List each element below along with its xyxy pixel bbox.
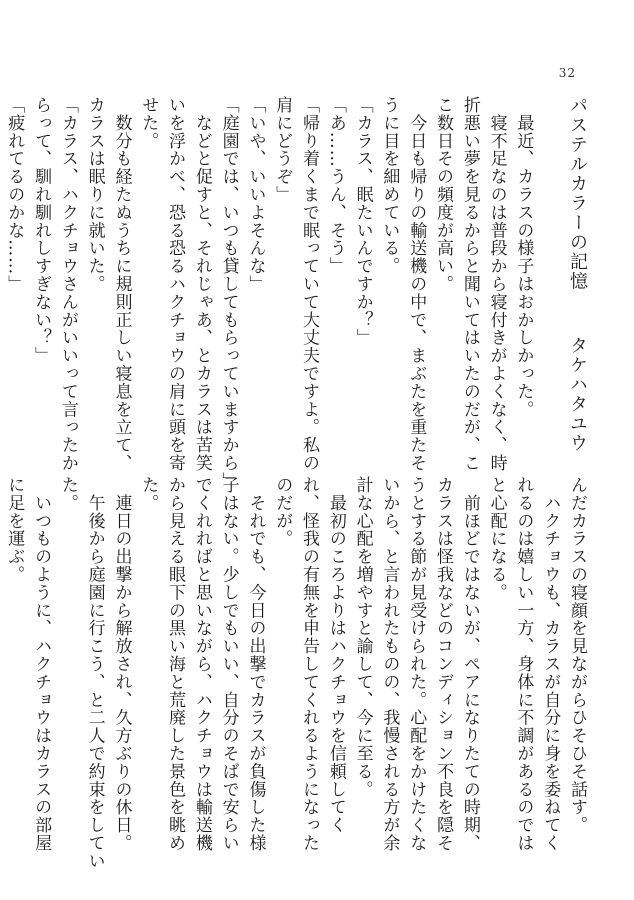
text-line: から見える眼下の黒い海と荒廃した景色を眺め [165, 476, 186, 852]
author-name: タケハタユウ [567, 336, 588, 453]
text-line: と心配になる。 [486, 476, 507, 602]
text-line: 前ほどではないが、ペアになりたての時期、 [459, 476, 480, 852]
text-line: 寝不足なのは普段から寝付きがよくなく、時 [486, 96, 507, 472]
text-line: こ数日その頻度が高い。 [433, 96, 454, 293]
text-line: 最近、カラスの様子はおかしかった。 [513, 96, 534, 419]
text-line: た。 [57, 476, 78, 512]
text-line: いを浮かべ、恐る恐るハクチョウの肩に頭を寄 [165, 96, 186, 472]
text-line: た。 [138, 476, 159, 512]
text-line: 今日も帰りの輸送機の中で、まぶたを重たそ [406, 96, 427, 472]
text-line [563, 96, 590, 458]
text-line: 「いや、いいよそんな」 [245, 96, 266, 293]
text-line: カラスは怪我などのコンディション不良を隠そ [433, 476, 454, 852]
text-line: のだが。 [272, 476, 293, 548]
text-line: 最初のころよりはハクチョウを信頼してく [325, 476, 346, 834]
text-line: 数分も経たぬうちに規則正しい寝息を立て、 [111, 96, 132, 472]
text-line: に足を運ぶ。 [4, 476, 25, 584]
text-line: んだカラスの寝顔を見ながらひそひそ話す。 [567, 476, 587, 834]
text-line: カラスは眠りに就いた。 [84, 96, 105, 293]
text-line: うに目を細めている。 [379, 96, 400, 275]
text-line: などと促すと、それじゃあ、とカラスは苦笑 [191, 96, 212, 472]
lower-text-block [0, 476, 590, 870]
text-line: 子はない。少しでもいい、自分のそばで安らい [218, 476, 239, 852]
text-line: それでも、今日の出撃でカラスが負傷した様 [245, 476, 266, 852]
text-line: 「帰り着くまで眠っていて大丈夫ですよ。私の [299, 96, 320, 472]
text-line: ハクチョウも、カラスが自分に身を委ねてく [540, 476, 561, 852]
story-title: パステルカラーの記憶 [567, 96, 588, 291]
text-line: 折悪い夢を見るからと聞いてはいたのだが、こ [459, 96, 480, 472]
text-line: 「庭園では、いつも貸してもらっていますから」 [218, 96, 239, 490]
text-line: 「疲れてるのかな……」 [4, 96, 25, 293]
text-line [536, 96, 563, 458]
text-line: 「カラス、ハクチョウさんがいいって言ったか [57, 96, 78, 472]
text-line: せた。 [138, 96, 159, 150]
text-line: れるのは嬉しい一方、身体に不調があるのでは [513, 476, 534, 852]
text-line: でくれればと思いながら、ハクチョウは輸送機 [191, 476, 212, 852]
text-line: れ、怪我の有無を申告してくれるようになった [299, 476, 320, 852]
page-number: 32 [558, 66, 576, 80]
text-line: 肩にどうぞ」 [272, 96, 293, 204]
text-line: いつものように、ハクチョウはカラスの部屋 [31, 476, 52, 852]
text-line: 計な心配を増やすと諭して、今に至る。 [352, 476, 373, 799]
text-line: 「カラス、眠たいんですか？」 [352, 96, 373, 347]
text-line: 午後から庭園に行こう、と二人で約束をしてい [84, 476, 105, 870]
upper-text-block [0, 96, 590, 490]
text-line: いから、と言われたものの、我慢される方が余 [379, 476, 400, 852]
text-line: 「あ……うん、そう」 [325, 96, 346, 275]
text-line: らって、馴れ馴れしすぎない？」 [31, 96, 52, 365]
text-line: 連日の出撃から解放され、久方ぶりの休日。 [111, 476, 132, 852]
text-line: うとする節が見受けられた。心配をかけたくな [406, 476, 427, 852]
